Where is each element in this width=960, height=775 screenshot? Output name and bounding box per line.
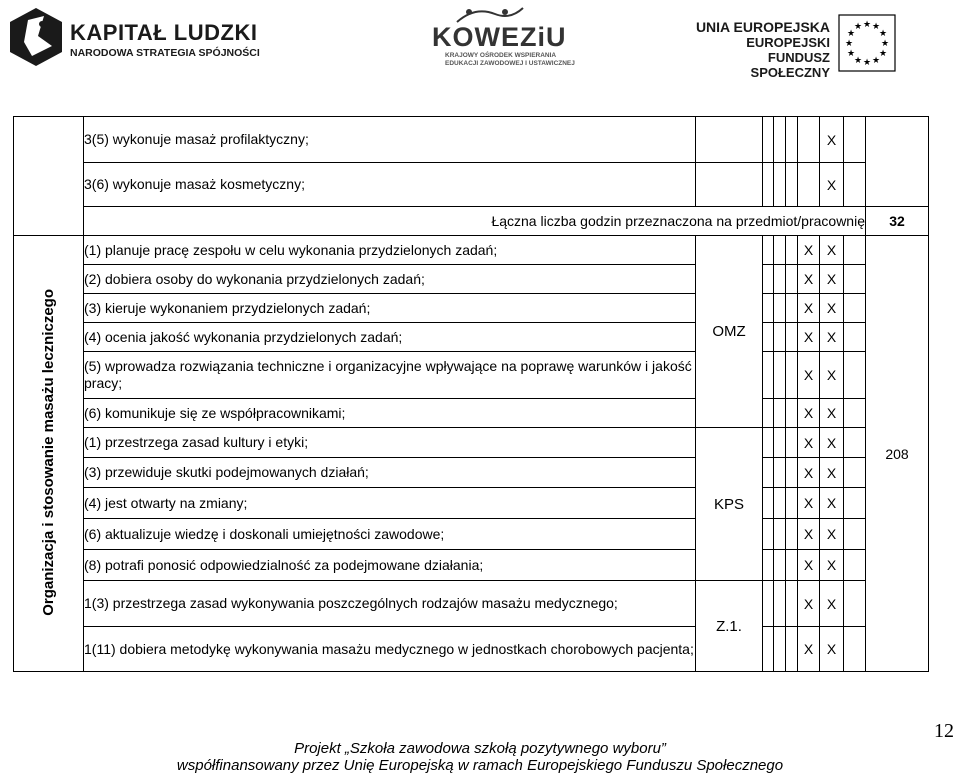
empty-cell — [774, 519, 786, 550]
mark-cell: X — [798, 428, 820, 458]
row-description: (2) dobiera osoby do wykonania przydzielonych zadań; — [84, 265, 696, 294]
empty-cell — [844, 488, 866, 519]
table-row — [14, 519, 929, 550]
empty-cell — [844, 117, 866, 163]
empty-cell — [786, 323, 798, 352]
section-cell-top — [14, 117, 84, 207]
eu-line3: FUNDUSZ SPOŁECZNY — [750, 50, 830, 80]
empty-cell — [786, 399, 798, 428]
eu-line2: EUROPEJSKI — [746, 35, 830, 50]
empty-cell — [774, 117, 786, 163]
table-row — [14, 117, 929, 163]
empty-cell — [798, 117, 820, 163]
eu-flag-icon — [838, 14, 896, 72]
kapital-ludzki-logo — [8, 6, 64, 68]
mark-cell: X — [820, 627, 844, 672]
empty-cell — [844, 519, 866, 550]
table-row — [14, 399, 929, 428]
mark-cell: X — [798, 488, 820, 519]
empty-cell — [774, 163, 786, 207]
curriculum-table — [13, 116, 929, 672]
hours-value: 208 — [866, 236, 929, 672]
row-description: (5) wprowadza rozwiązania techniczne i organizacyjne wpływające na poprawę warunków i jakość pracy; — [84, 352, 696, 399]
svg-text:★: ★ — [862, 58, 872, 68]
row-description: 3(6) wykonuje masaż kosmetyczny; — [84, 163, 696, 207]
section-cell-mid — [14, 207, 84, 236]
empty-cell — [844, 428, 866, 458]
row-description: (4) jest otwarty na zmiany; — [84, 488, 696, 519]
mark-cell: X — [798, 581, 820, 627]
page-header — [0, 0, 960, 95]
empty-cell — [763, 519, 774, 550]
row-description: (3) kieruje wykonaniem przydzielonych zadań; — [84, 294, 696, 323]
footer-line1: Projekt „Szkoła zawodowa szkołą pozytywnego wyboru” — [294, 740, 666, 757]
table-row — [14, 458, 929, 488]
empty-cell — [786, 265, 798, 294]
empty-cell — [786, 294, 798, 323]
empty-cell — [763, 294, 774, 323]
empty-cell — [786, 488, 798, 519]
total-row — [14, 207, 929, 236]
empty-cell — [774, 352, 786, 399]
table-row — [14, 323, 929, 352]
mark-cell: X — [798, 352, 820, 399]
empty-cell — [844, 265, 866, 294]
svg-text:★: ★ — [862, 20, 872, 30]
mark-cell: X — [820, 488, 844, 519]
svg-text:★: ★ — [853, 22, 863, 32]
empty-cell — [774, 428, 786, 458]
table-row — [14, 265, 929, 294]
table-row — [14, 352, 929, 399]
group-cell — [696, 163, 763, 207]
mark-cell: X — [798, 294, 820, 323]
koweziu-subtitle-line1: KRAJOWY OŚRODEK WSPIERANIA — [445, 52, 557, 59]
empty-cell — [798, 163, 820, 207]
mark-cell: X — [820, 550, 844, 581]
koweziu-subtitle-line2: EDUKACJI ZAWODOWEJ I USTAWICZNEJ — [445, 60, 575, 67]
group-omz: OMZ — [696, 236, 763, 428]
empty-cell — [844, 627, 866, 672]
table-row — [14, 428, 929, 458]
empty-cell — [844, 236, 866, 265]
svg-text:★: ★ — [871, 22, 881, 32]
empty-cell — [774, 323, 786, 352]
koweziu-title: KOWEZiU — [432, 22, 567, 52]
empty-cell — [763, 581, 774, 627]
page-number: 12 — [934, 720, 954, 742]
row-description: (1) planuje pracę zespołu w celu wykonania przydzielonych zadań; — [84, 236, 696, 265]
row-description: (6) aktualizuje wiedzę i doskonali umiejętności zawodowe; — [84, 519, 696, 550]
svg-text:★: ★ — [878, 49, 888, 59]
row-description: (8) potrafi ponosić odpowiedzialność za podejmowane działania; — [84, 550, 696, 581]
empty-cell — [763, 550, 774, 581]
hours-cell-top — [866, 117, 929, 207]
section-label-cell — [14, 236, 84, 672]
empty-cell — [774, 458, 786, 488]
table-row — [14, 550, 929, 581]
table-row — [14, 236, 929, 265]
group-cell — [696, 117, 763, 163]
empty-cell — [763, 627, 774, 672]
svg-text:★: ★ — [846, 29, 856, 39]
mark-cell: X — [798, 265, 820, 294]
mark-cell: X — [798, 323, 820, 352]
mark-cell: X — [820, 519, 844, 550]
empty-cell — [763, 323, 774, 352]
empty-cell — [786, 352, 798, 399]
empty-cell — [763, 488, 774, 519]
footer-line2: współfinansowany przez Unię Europejską w ramach Europejskiego Funduszu Społecznego — [176, 757, 784, 774]
total-label: Łączna liczba godzin przeznaczona na przedmiot/pracownię — [84, 207, 866, 236]
empty-cell — [786, 627, 798, 672]
section-label: Organizacja i stosowanie masażu leczniczego — [40, 288, 57, 616]
empty-cell — [786, 519, 798, 550]
svg-text:★: ★ — [853, 56, 863, 66]
row-description: (4) ocenia jakość wykonania przydzielonych zadań; — [84, 323, 696, 352]
mark-cell: X — [820, 163, 844, 207]
row-description: (1) przestrzega zasad kultury i etyki; — [84, 428, 696, 458]
empty-cell — [844, 399, 866, 428]
empty-cell — [763, 163, 774, 207]
empty-cell — [786, 458, 798, 488]
table-row — [14, 294, 929, 323]
mark-cell: X — [820, 458, 844, 488]
empty-cell — [763, 236, 774, 265]
table-row — [14, 581, 929, 627]
svg-text:★: ★ — [844, 39, 854, 49]
table-row — [14, 627, 929, 672]
empty-cell — [774, 488, 786, 519]
empty-cell — [774, 550, 786, 581]
mark-cell: X — [798, 236, 820, 265]
empty-cell — [786, 117, 798, 163]
empty-cell — [844, 550, 866, 581]
mark-cell: X — [820, 352, 844, 399]
row-description: 1(3) przestrzega zasad wykonywania poszczególnych rodzajów masażu medycznego; — [84, 581, 696, 627]
table-row — [14, 488, 929, 519]
row-description: 1(11) dobiera metodykę wykonywania masażu medycznego w jednostkach chorobowych pacjenta; — [84, 627, 696, 672]
total-value: 32 — [866, 207, 929, 236]
empty-cell — [786, 236, 798, 265]
eu-text — [690, 19, 830, 80]
mark-cell: X — [798, 550, 820, 581]
empty-cell — [786, 428, 798, 458]
empty-cell — [774, 627, 786, 672]
empty-cell — [844, 458, 866, 488]
empty-cell — [763, 117, 774, 163]
empty-cell — [786, 581, 798, 627]
eu-line1: UNIA EUROPEJSKA — [695, 19, 830, 35]
empty-cell — [844, 581, 866, 627]
empty-cell — [763, 458, 774, 488]
empty-cell — [774, 581, 786, 627]
empty-cell — [774, 265, 786, 294]
empty-cell — [774, 236, 786, 265]
mark-cell: X — [820, 294, 844, 323]
group-kps: KPS — [696, 428, 763, 581]
row-description: 3(5) wykonuje masaż profilaktyczny; — [84, 117, 696, 163]
empty-cell — [774, 294, 786, 323]
mark-cell: X — [820, 399, 844, 428]
mark-cell: X — [820, 265, 844, 294]
empty-cell — [763, 399, 774, 428]
kapital-ludzki-subtitle: NARODOWA STRATEGIA SPÓJNOŚCI — [70, 47, 260, 59]
empty-cell — [763, 428, 774, 458]
empty-cell — [844, 323, 866, 352]
row-description: (6) komunikuje się ze współpracownikami; — [84, 399, 696, 428]
svg-text:★: ★ — [846, 49, 856, 59]
mark-cell: X — [798, 519, 820, 550]
table-row — [14, 163, 929, 207]
mark-cell: X — [820, 581, 844, 627]
mark-cell: X — [798, 399, 820, 428]
kapital-ludzki-title: KAPITAŁ LUDZKI — [70, 20, 258, 45]
svg-text:★: ★ — [878, 29, 888, 39]
empty-cell — [774, 399, 786, 428]
mark-cell: X — [798, 627, 820, 672]
mark-cell: X — [798, 458, 820, 488]
empty-cell — [763, 265, 774, 294]
row-description: (3) przewiduje skutki podejmowanych działań; — [84, 458, 696, 488]
mark-cell: X — [820, 117, 844, 163]
svg-text:★: ★ — [871, 56, 881, 66]
empty-cell — [763, 352, 774, 399]
empty-cell — [786, 550, 798, 581]
mark-cell: X — [820, 323, 844, 352]
koweziu-subtitle — [445, 52, 575, 68]
mark-cell: X — [820, 428, 844, 458]
group-z1: Z.1. — [696, 581, 763, 672]
empty-cell — [844, 352, 866, 399]
svg-text:★: ★ — [880, 39, 890, 49]
mark-cell: X — [820, 236, 844, 265]
empty-cell — [844, 163, 866, 207]
empty-cell — [786, 163, 798, 207]
empty-cell — [844, 294, 866, 323]
